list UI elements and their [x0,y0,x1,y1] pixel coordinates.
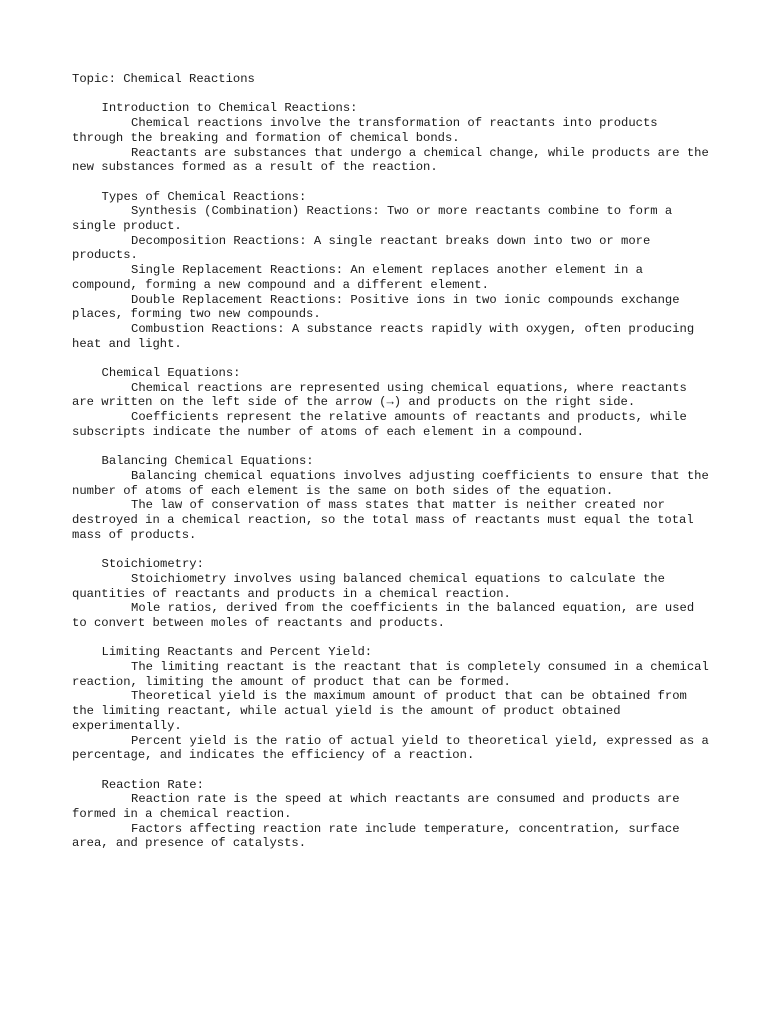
document-topic: Topic: Chemical Reactions [72,72,255,86]
section-paragraph: Reactants are substances that undergo a chemical change, while products are the new substances formed as a result of the reaction. [72,145,717,175]
document-section [72,778,712,852]
section-paragraph: Factors affecting reaction rate include temperature, concentration, surface area, and presence of catalysts. [72,821,687,851]
section-paragraph: Balancing chemical equations involves adjusting coefficients to ensure that the number of atoms of each element is the same on both sides of the equation. [72,468,717,498]
section-paragraph: Coefficients represent the relative amounts of reactants and products, while subscripts indicate the number of atoms of each element in a compound. [72,410,695,439]
section-heading: Types of Chemical Reactions: [101,189,307,204]
section-paragraph: Decomposition Reactions: A single reactant breaks down into two or more products. [72,233,658,263]
section-heading: Stoichiometry: [101,557,204,572]
section-paragraph: Single Replacement Reactions: An element replaces another element in a compound, forming a new compound and a different element. [72,263,651,292]
section-paragraph: The limiting reactant is the reactant that is completely consumed in a chemical reaction, limiting the amount of product that can be formed. [72,660,717,689]
document-section [72,366,712,440]
section-heading: Balancing Chemical Equations: [101,454,314,469]
section-paragraph: Synthesis (Combination) Reactions: Two or more reactants combine to form a single product. [72,204,680,233]
section-paragraph: Percent yield is the ratio of actual yield to theoretical yield, expressed as a percentage, and indicates the efficiency of a reaction. [72,733,717,763]
document-section [72,557,712,631]
section-heading: Introduction to Chemical Reactions: [101,101,358,116]
document-section [72,645,717,763]
document-section [72,190,712,352]
document-section [72,101,717,175]
section-paragraph: The law of conservation of mass states that matter is neither created nor destroyed in a chemical reaction, so the total mass of reactants must equal the total mass of products. [72,498,701,542]
document-sections [72,101,717,851]
document-section [72,454,717,542]
section-paragraph: Mole ratios, derived from the coefficients in the balanced equation, are used to convert between moles of reactants and products. [72,601,702,630]
section-paragraph: Reaction rate is the speed at which reactants are consumed and products are formed in a chemical reaction. [72,792,687,822]
section-paragraph: Chemical reactions involve the transformation of reactants into products through the breaking and formation of chemical bonds. [72,116,665,145]
section-paragraph: Chemical reactions are represented using chemical equations, where reactants are written on the left side of the arrow (→) and products on the right side. [72,380,695,410]
section-paragraph: Stoichiometry involves using balanced chemical equations to calculate the quantities of reactants and products in a chemical reaction. [72,571,673,601]
section-paragraph: Combustion Reactions: A substance reacts rapidly with oxygen, often producing heat and light. [72,321,702,351]
section-heading: Chemical Equations: [101,366,241,381]
section-heading: Limiting Reactants and Percent Yield: [101,645,373,660]
section-paragraph: Double Replacement Reactions: Positive ions in two ionic compounds exchange places, forming two new compounds. [72,292,687,322]
section-heading: Reaction Rate: [101,777,204,792]
document-page [72,72,717,851]
section-paragraph: Theoretical yield is the maximum amount of product that can be obtained from the limiting reactant, while actual yield is the amount of product obtained experimentally. [72,689,695,733]
